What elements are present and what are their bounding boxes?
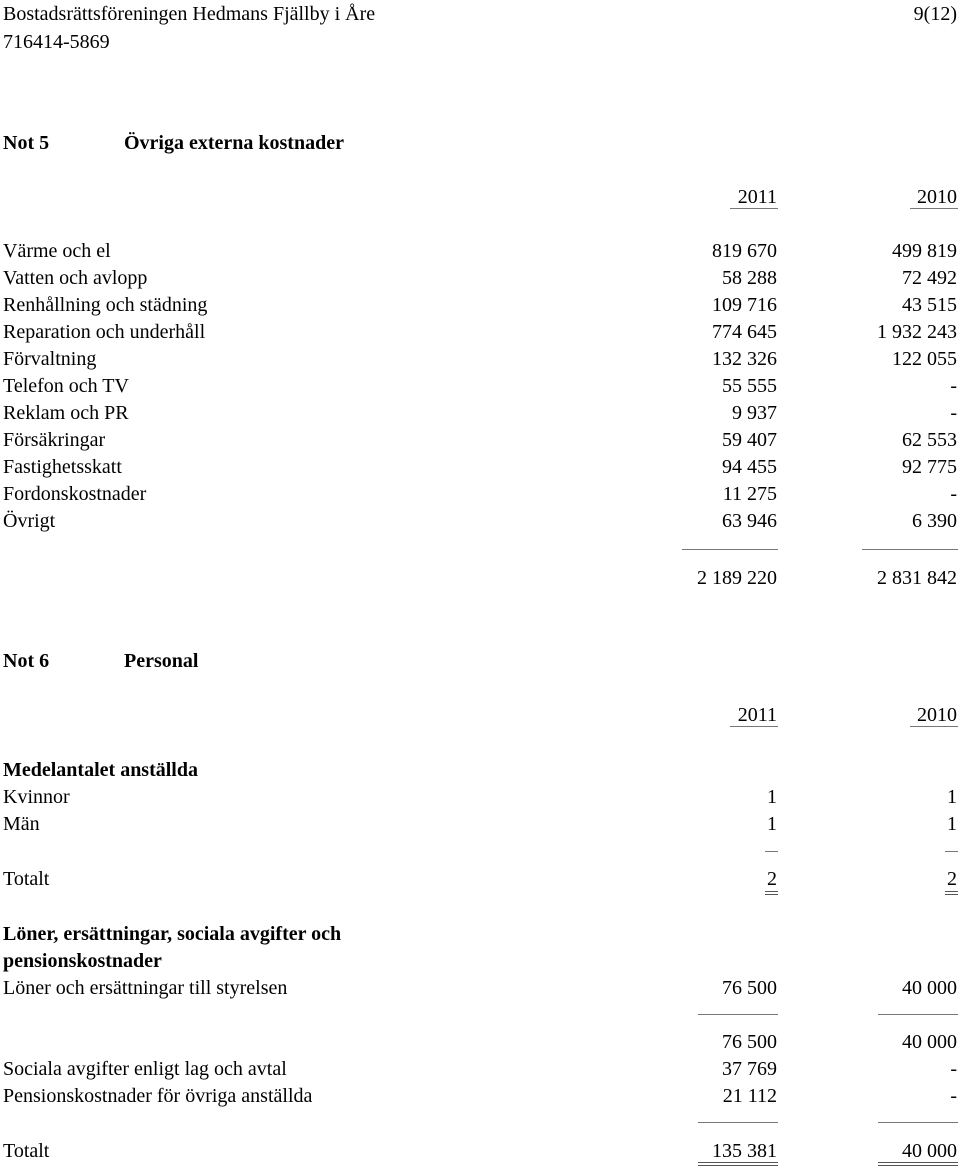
row-value-2010: 1	[947, 786, 957, 808]
staff-total-underline2-2010	[945, 894, 958, 895]
row-value-2011: 9 937	[732, 402, 777, 424]
row-value-2011: 819 670	[712, 240, 777, 262]
row-value-2010: -	[950, 1058, 957, 1080]
row-value-2011: 21 112	[722, 1085, 777, 1107]
grand-total-underline2-2011	[698, 1165, 778, 1166]
row-label: Pensionskostnader för övriga anställda	[3, 1085, 313, 1107]
row-value-2011: 774 645	[712, 321, 777, 343]
row-label: Sociala avgifter enligt lag och avtal	[3, 1058, 287, 1080]
row-label: Renhållning och städning	[3, 294, 208, 316]
subtotal-2011: 76 500	[722, 1031, 777, 1053]
row-value-2010: -	[950, 402, 957, 424]
row-label: Värme och el	[3, 240, 111, 262]
grand-total-underline2-2010	[878, 1165, 958, 1166]
row-value-2010: 6 390	[912, 510, 957, 532]
board-sum-rule-2011	[698, 1014, 778, 1015]
row-value-2011: 109 716	[712, 294, 777, 316]
row-value-2011: 11 275	[722, 483, 777, 505]
row-value-2011: 94 455	[722, 456, 777, 478]
salary-heading-line2: pensionskostnader	[3, 950, 162, 972]
row-value-2011: 63 946	[722, 510, 777, 532]
note5-title: Övriga externa kostnader	[124, 132, 344, 154]
grand-total-2010: 40 000	[902, 1140, 957, 1162]
staff-total-2010: 2	[947, 868, 957, 890]
salary-heading-line1: Löner, ersättningar, sociala avgifter och	[3, 923, 342, 945]
board-sum-rule-2010	[878, 1014, 958, 1015]
org-name: Bostadsrättsföreningen Hedmans Fjällby i Åre	[3, 3, 376, 25]
row-value-2010: 1	[947, 813, 957, 835]
note6-year-2010: 2010	[917, 704, 957, 726]
grand-total-underline-2011	[698, 1162, 778, 1163]
note5-number: Not 5	[3, 132, 50, 154]
grand-total-label: Totalt	[3, 1140, 50, 1162]
note5-year-2010: 2010	[917, 186, 957, 208]
note5-sum-rule-2010	[862, 549, 958, 550]
note5-year-2011: 2011	[737, 186, 777, 208]
staff-total-underline2-2011	[765, 894, 778, 895]
row-label: Telefon och TV	[3, 375, 129, 397]
row-value-2010: 92 775	[902, 456, 957, 478]
row-value-2011: 132 326	[712, 348, 777, 370]
row-label: Reparation och underhåll	[3, 321, 206, 343]
row-label: Män	[3, 813, 40, 835]
row-value-2010: 43 515	[902, 294, 957, 316]
row-label: Övrigt	[3, 510, 56, 532]
org-number: 716414-5869	[3, 31, 110, 53]
grand-total-2011: 135 381	[712, 1140, 777, 1162]
staff-total-underline-2010	[945, 891, 958, 892]
row-label: Försäkringar	[3, 429, 106, 451]
row-value-2010: -	[950, 483, 957, 505]
staff-sum-rule-2010	[945, 851, 958, 852]
row-label: Fastighetsskatt	[3, 456, 122, 478]
grand-sum-rule-2011	[698, 1122, 778, 1123]
row-value-2010: -	[950, 375, 957, 397]
row-value-2010: 122 055	[892, 348, 957, 370]
staff-total-2011: 2	[767, 868, 777, 890]
page-number: 9(12)	[913, 3, 957, 25]
row-label: Reklam och PR	[3, 402, 129, 424]
row-label: Förvaltning	[3, 348, 97, 370]
staff-total-underline-2011	[765, 891, 778, 892]
row-label: Kvinnor	[3, 786, 70, 808]
row-value-2010: 72 492	[902, 267, 957, 289]
row-label: Vatten och avlopp	[3, 267, 148, 289]
row-value-2010: 40 000	[902, 977, 957, 999]
row-value-2011: 59 407	[722, 429, 777, 451]
row-value-2010: 62 553	[902, 429, 957, 451]
row-label: Fordonskostnader	[3, 483, 147, 505]
note5-sum-rule-2011	[682, 549, 778, 550]
row-value-2010: 499 819	[892, 240, 957, 262]
row-value-2010: -	[950, 1085, 957, 1107]
grand-sum-rule-2010	[878, 1122, 958, 1123]
row-value-2011: 37 769	[722, 1058, 777, 1080]
note6-year-2011: 2011	[737, 704, 777, 726]
row-value-2011: 55 555	[722, 375, 777, 397]
staff-total-label: Totalt	[3, 868, 50, 890]
note5-year-underline-2010	[910, 208, 958, 209]
note5-total-2011: 2 189 220	[697, 567, 777, 589]
note6-number: Not 6	[3, 650, 50, 672]
note5-year-underline-2011	[730, 208, 778, 209]
note6-title: Personal	[124, 650, 199, 672]
note5-total-2010: 2 831 842	[877, 567, 957, 589]
row-value-2011: 1	[767, 786, 777, 808]
row-value-2011: 76 500	[722, 977, 777, 999]
note6-year-underline-2010	[910, 726, 958, 727]
row-value-2011: 58 288	[722, 267, 777, 289]
row-label: Löner och ersättningar till styrelsen	[3, 977, 288, 999]
staff-sum-rule-2011	[765, 851, 778, 852]
note6-year-underline-2011	[730, 726, 778, 727]
subtotal-2010: 40 000	[902, 1031, 957, 1053]
row-value-2011: 1	[767, 813, 777, 835]
grand-total-underline-2010	[878, 1162, 958, 1163]
staff-heading: Medelantalet anställda	[3, 759, 198, 781]
row-value-2010: 1 932 243	[877, 321, 957, 343]
